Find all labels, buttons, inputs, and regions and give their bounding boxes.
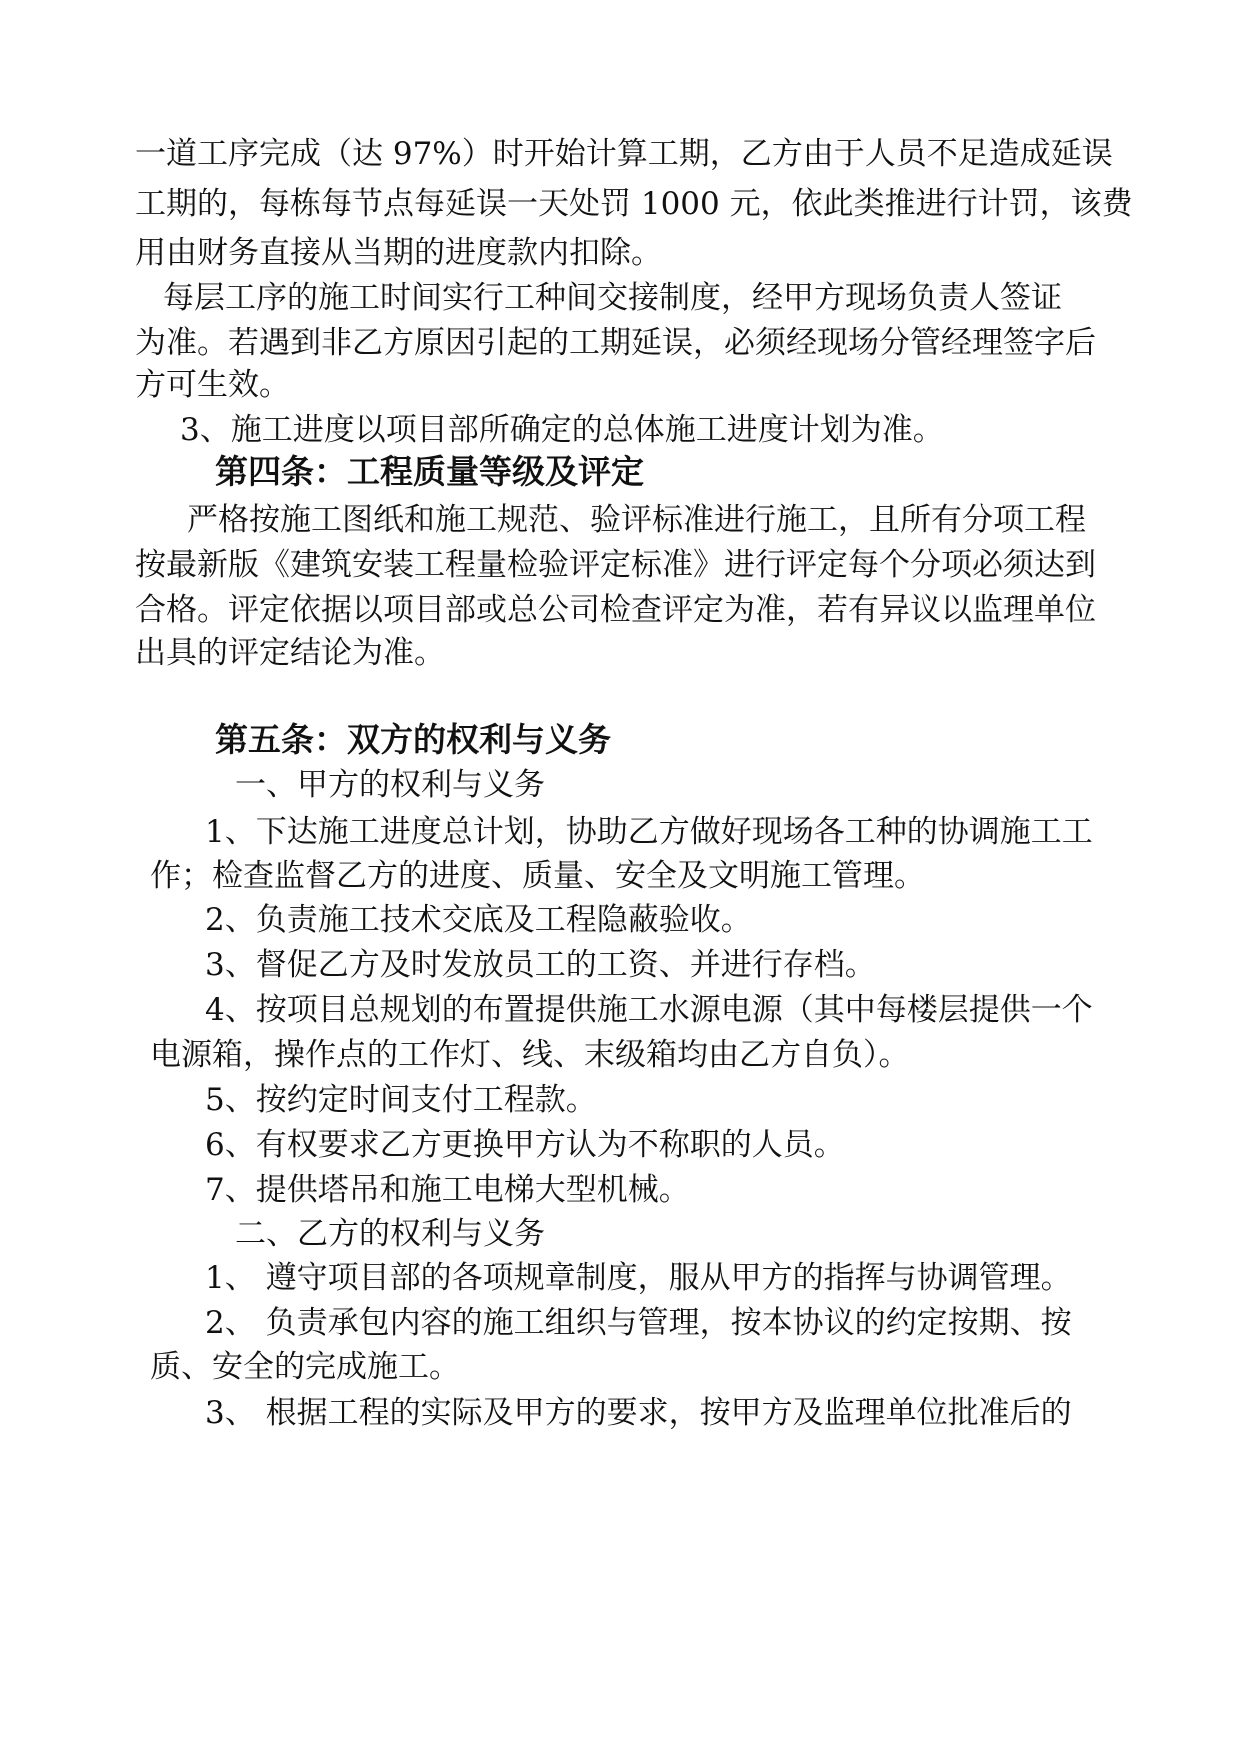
list-item: 3、 根据工程的实际及甲方的要求，按甲方及监理单位批准后的 <box>205 1395 1072 1431</box>
list-item: 5、按约定时间支付工程款。 <box>205 1082 597 1118</box>
paragraph-line: 为准。若遇到非乙方原因引起的工期延误，必须经现场分管经理签字后 <box>135 325 1096 361</box>
list-item-continuation: 电源箱，操作点的工作灯、线、末级箱均由乙方自负）。 <box>150 1037 910 1073</box>
paragraph-line: 出具的评定结论为准。 <box>135 635 445 671</box>
list-item: 2、负责施工技术交底及工程隐蔽验收。 <box>205 902 752 938</box>
list-item-continuation: 作；检查监督乙方的进度、质量、安全及文明施工管理。 <box>150 858 925 894</box>
paragraph-line: 合格。评定依据以项目部或总公司检查评定为准，若有异议以监理单位 <box>135 592 1096 628</box>
list-item: 6、有权要求乙方更换甲方认为不称职的人员。 <box>205 1127 845 1163</box>
list-item: 4、按项目总规划的布置提供施工水源电源（其中每楼层提供一个 <box>205 992 1093 1028</box>
list-item: 3、督促乙方及时发放员工的工资、并进行存档。 <box>205 947 876 983</box>
list-item: 1、 遵守项目部的各项规章制度，服从甲方的指挥与协调管理。 <box>205 1260 1072 1296</box>
section-heading: 第四条：工程质量等级及评定 <box>215 452 644 491</box>
paragraph-line: 严格按施工图纸和施工规范、验评标准进行施工，且所有分项工程 <box>187 502 1086 538</box>
list-item: 7、提供塔吊和施工电梯大型机械。 <box>205 1172 690 1208</box>
paragraph-line: 用由财务直接从当期的进度款内扣除。 <box>135 235 662 271</box>
list-item: 2、 负责承包内容的施工组织与管理，按本协议的约定按期、按 <box>205 1305 1072 1341</box>
list-item-continuation: 质、安全的完成施工。 <box>150 1349 460 1385</box>
list-item: 1、下达施工进度总计划，协助乙方做好现场各工种的协调施工工 <box>205 814 1093 850</box>
paragraph-line: 方可生效。 <box>135 367 290 403</box>
paragraph-line: 工期的，每栋每节点每延误一天处罚 1000 元，依此类推进行计罚，该费 <box>135 186 1133 222</box>
paragraph-line: 一道工序完成（达 97%）时开始计算工期，乙方由于人员不足造成延误 <box>135 136 1113 172</box>
subsection-title: 二、乙方的权利与义务 <box>235 1216 545 1252</box>
paragraph-line: 3、施工进度以项目部所确定的总体施工进度计划为准。 <box>180 412 944 448</box>
section-heading: 第五条：双方的权利与义务 <box>215 720 611 759</box>
paragraph-line: 按最新版《建筑安装工程量检验评定标准》进行评定每个分项必须达到 <box>135 547 1096 583</box>
subsection-title: 一、甲方的权利与义务 <box>235 767 545 803</box>
paragraph-line: 每层工序的施工时间实行工种间交接制度，经甲方现场负责人签证 <box>163 280 1062 316</box>
